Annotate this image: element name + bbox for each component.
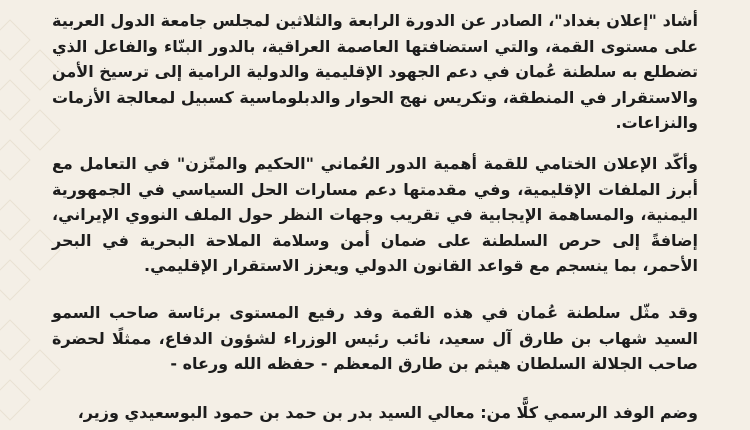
paragraph-1: أشاد "إعلان بغداد"، الصادر عن الدورة الرابعة والثلاثين لمجلس جامعة الدول العربية على مستوى القمة، والتي استضافتها العاصمة العراقية، بالدور البنّاء والفاعل الذي تضطلع به سلطنة عُمان في دعم الجهود الإقليمية والدولية الرامية إلى ترسيخ الأمن والاستقرار في المنطقة، وتكريس نهج الحوار والدبلوماسية كسبيل لمعالجة الأزمات والنزاعات. [52, 11, 698, 132]
article-body [40, 0, 710, 430]
paragraph-2: وأكّد الإعلان الختامي للقمة أهمية الدور العُماني "الحكيم والمتّزن" في التعامل مع أبرز الملفات الإقليمية، وفي مقدمتها دعم مسارات الحل السياسي في الجمهورية اليمنية، والمساهمة الإيجابية في تقريب وجهات النظر حول الملف النووي الإيراني، إضافةً إلى حرص السلطنة على ضمان أمن وسلامة الملاحة البحرية في البحر الأحمر، بما ينسجم مع قواعد القانون الدولي ويعزز الاستقرار الإقليمي. [52, 154, 698, 275]
paragraph-3: وقد مثّل سلطنة عُمان في هذه القمة وفد رفيع المستوى برئاسة صاحب السمو السيد شهاب بن طارق آل سعيد، نائب رئيس الوزراء لشؤون الدفاع، ممثلًا لحضرة صاحب الجلالة السلطان هيثم بن طارق المعظم - حفظه الله ورعاه - [52, 303, 698, 373]
paragraph-4: وضم الوفد الرسمي كلًّا من: معالي السيد بدر بن حمد بن حمود البوسعيدي وزير، [77, 403, 698, 422]
